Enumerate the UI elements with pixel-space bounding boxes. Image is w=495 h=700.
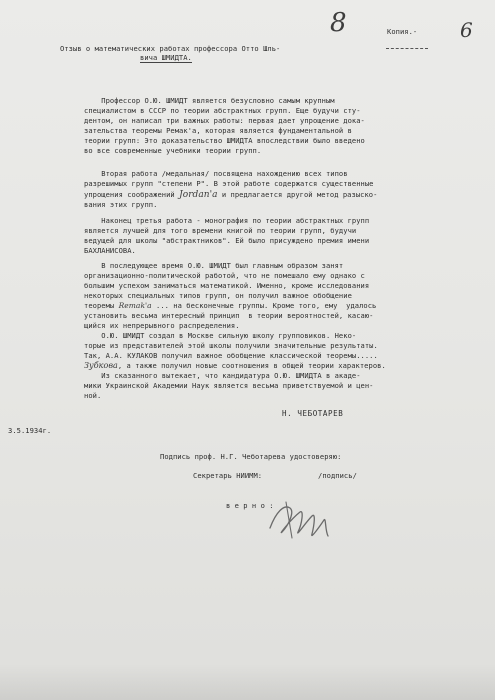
paragraph-6-line: Из сказанного вытекает, что кандидатура О.Ю. ШМИДТА в акаде-	[84, 371, 361, 380]
verno-label: в е р н о :	[226, 501, 274, 510]
paragraph-1-line: специалистом в СССР по теории абстрактных групп. Еще будучи сту-	[84, 106, 361, 115]
paragraph-5-line: торые из представителей этой школы получили значительные результаты.	[84, 341, 378, 350]
handwritten-page-number: 8	[330, 8, 347, 38]
paragraph-3-line: является лучшей для того времени книгой по теории групп, будучи	[84, 226, 357, 235]
document-title-line1: Отзыв о математических работах профессора Отто Шль-	[60, 44, 281, 53]
paragraph-4-line: теоремы Remak'a ... на бесконечные группы. Кроме того, ему удалось	[84, 301, 377, 310]
paragraph-2-line: Вторая работа /медальная/ посвящена нахождению всех типов	[84, 169, 348, 178]
paragraph-4-line: некоторых специальных типов групп, он получил важное обобщение	[84, 291, 352, 300]
handwritten-insert: Remak'a	[118, 301, 152, 310]
signature-placeholder: /подпись/	[318, 471, 357, 480]
copy-label: Копия.-	[387, 27, 418, 36]
handwritten-signature	[262, 490, 338, 550]
paragraph-5-line: Зубкова, а также получил новые соотношения в общей теории характеров.	[84, 361, 386, 370]
paragraph-4-line: щийся их непрерывного распределения.	[84, 321, 240, 330]
paragraph-1-line: зательства теоремы Ремак'а, которая является фундаментальной в	[84, 126, 352, 135]
signer-name: Н. ЧЕБОТАРЕВ	[282, 409, 344, 418]
paragraph-4-line: организационно-политической работой, что не помешало ему однако с	[84, 271, 365, 280]
paragraph-5-line: Так, А.А. КУЛАКОВ получил важное обобщение классической теоремы.....	[84, 351, 378, 360]
paragraph-2-line: разрешимых групп "степени P". В этой работе содержатся существенные	[84, 179, 374, 188]
document-title-line2: вича ШМИДТА.	[140, 53, 192, 62]
paragraph-4-line: большим успехом заниматься математикой. Именно, кроме исследования	[84, 281, 370, 290]
paragraph-3-line: БАХЛАНИСОВА.	[84, 246, 136, 255]
paragraph-6-line: мики Украинской Академии Наук является весьма приветствуемой и цен-	[84, 381, 374, 390]
copy-dashes	[386, 48, 428, 49]
paragraph-1-line: дентом, он написал три важных работы: первая дает упрощение дока-	[84, 116, 365, 125]
paragraph-2-line: упрощения соображений Jordan'а и предлагается другой метод разыско-	[84, 190, 378, 200]
paragraph-4-line: установить весьма интересный принцип в теории вероятностей, касаю-	[84, 311, 374, 320]
paragraph-1-line: во все современные учебники теории групп.	[84, 146, 262, 155]
paragraph-1-line: Профессор О.Ю. ШМИДТ является безусловно самым крупным	[84, 96, 335, 105]
corner-number: 6	[460, 18, 473, 42]
document-date: 3.5.1934г.	[8, 426, 52, 435]
paragraph-3-line: Наконец третья работа - монография по теории абстрактных групп	[84, 216, 370, 225]
handwritten-insert: Зубкова	[84, 361, 118, 370]
paragraph-5-line: О.Ю. ШМИДТ создал в Москве сильную школу групповиков. Неко-	[84, 331, 357, 340]
paragraph-3-line: ведущей для школы "абстрактников". Ей было присуждено премия имени	[84, 236, 370, 245]
paragraph-6-line: ной.	[84, 391, 102, 400]
handwritten-insert: Jordan'а	[179, 190, 218, 200]
secretary-label: Секретарь НИИММ:	[193, 471, 263, 480]
paragraph-2-line: вания этих групп.	[84, 200, 158, 209]
paragraph-4-line: В последующее время О.Ю. ШМИДТ был главным образом занят	[84, 261, 344, 270]
certification-line: Подпись проф. Н.Г. Чеботарева удостоверяю:	[160, 452, 342, 461]
paragraph-1-line: теории групп: Это доказательство ШМИДТА впоследствии было введено	[84, 136, 365, 145]
